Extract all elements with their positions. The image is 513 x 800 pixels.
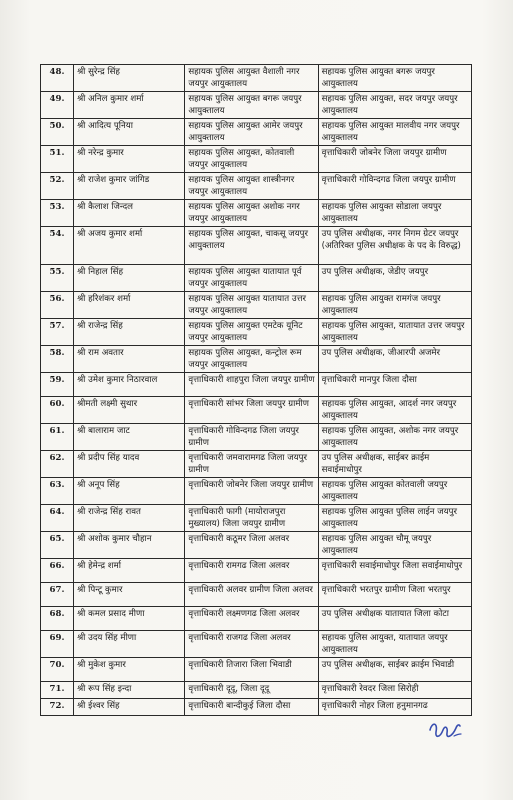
officer-name-cell: श्री मुकेश कुमार [74, 658, 185, 682]
new-posting-cell: वृत्ताधिकारी सवाईमाधोपुर जिला सवाईमाधोपुर [318, 559, 471, 583]
serial-number-cell: 60. [41, 397, 74, 424]
officer-name-cell: श्री राम अवतार [74, 346, 185, 373]
new-posting-cell: वृत्ताधिकारी गोविन्दगढ जिला जयपुर ग्रामीण [318, 173, 471, 200]
table-row [41, 173, 472, 200]
serial-number-cell: 55. [41, 265, 74, 292]
table-row [41, 227, 472, 265]
current-posting-cell: वृत्ताधिकारी बान्दीकुई जिला दौसा [185, 699, 318, 716]
serial-number-cell: 67. [41, 583, 74, 607]
officer-name-cell: श्री राजेन्द्र सिंह रावत [74, 505, 185, 532]
current-posting-cell: वृत्ताधिकारी फागी (मायोराजपुरा मुख्यालय) जिला जयपुर ग्रामीण [185, 505, 318, 532]
table-row [41, 346, 472, 373]
new-posting-cell: उप पुलिस अधीक्षक, साईबर क्राईम सवाईमाधोपुर [318, 451, 471, 478]
table-row [41, 682, 472, 699]
current-posting-cell: वृत्ताधिकारी लक्ष्मणगढ जिला अलवर [185, 607, 318, 631]
officer-name-cell: श्री राजेश कुमार जांगिड [74, 173, 185, 200]
serial-number-cell: 54. [41, 227, 74, 265]
current-posting-cell: सहायक पुलिस आयुक्त अशोक नगर जयपुर आयुक्तालय [185, 200, 318, 227]
current-posting-cell: सहायक पुलिस आयुक्त वैशाली नगर जयपुर आयुक्तालय [185, 65, 318, 92]
new-posting-cell: उप पुलिस अधीक्षक, जीआरपी अजमेर [318, 346, 471, 373]
new-posting-cell: सहायक पुलिस आयुक्त, यातायात उत्तर जयपुर आयुक्तालय [318, 319, 471, 346]
serial-number-cell: 68. [41, 607, 74, 631]
serial-number-cell: 52. [41, 173, 74, 200]
serial-number-cell: 49. [41, 92, 74, 119]
officer-name-cell: श्री उमेश कुमार निठारवाल [74, 373, 185, 397]
table-row [41, 92, 472, 119]
new-posting-cell: उप पुलिस अधीक्षक, नगर निगम ग्रेटर जयपुर (अतिरिक्त पुलिस अधीक्षक के पद के विरुद्ध) [318, 227, 471, 265]
new-posting-cell: सहायक पुलिस आयुक्त सोडाला जयपुर आयुक्तालय [318, 200, 471, 227]
table-row [41, 699, 472, 716]
serial-number-cell: 69. [41, 631, 74, 658]
officer-name-cell: श्री पिन्टू कुमार [74, 583, 185, 607]
serial-number-cell: 61. [41, 424, 74, 451]
current-posting-cell: सहायक पुलिस आयुक्त यातायात उत्तर जयपुर आयुक्तालय [185, 292, 318, 319]
serial-number-cell: 51. [41, 146, 74, 173]
officer-name-cell: श्री आदित्य पूनिया [74, 119, 185, 146]
officer-name-cell: श्री उदय सिंह मीणा [74, 631, 185, 658]
table-row [41, 373, 472, 397]
current-posting-cell: सहायक पुलिस आयुक्त शास्त्रीनगर जयपुर आयुक्तालय [185, 173, 318, 200]
officer-name-cell: श्री कमल प्रसाद मीणा [74, 607, 185, 631]
table-row [41, 583, 472, 607]
officer-name-cell: श्री अजय कुमार शर्मा [74, 227, 185, 265]
new-posting-cell: सहायक पुलिस आयुक्त, सदर जयपुर जयपुर आयुक्तालय [318, 92, 471, 119]
current-posting-cell: सहायक पुलिस आयुक्त एमटेक यूनिट जयपुर आयुक्तालय [185, 319, 318, 346]
serial-number-cell: 63. [41, 478, 74, 505]
new-posting-cell: सहायक पुलिस आयुक्त चौमू जयपुर आयुक्तालय [318, 532, 471, 559]
serial-number-cell: 71. [41, 682, 74, 699]
current-posting-cell: वृत्ताधिकारी गोविन्दगढ जिला जयपुर ग्रामीण [185, 424, 318, 451]
new-posting-cell: सहायक पुलिस आयुक्त पुलिस लाईन जयपुर आयुक्तालय [318, 505, 471, 532]
officer-name-cell: श्री रूप सिंह इन्दा [74, 682, 185, 699]
serial-number-cell: 59. [41, 373, 74, 397]
serial-number-cell: 65. [41, 532, 74, 559]
table-row [41, 559, 472, 583]
current-posting-cell: सहायक पुलिस आयुक्त, कन्ट्रोल रूम जयपुर आयुक्तालय [185, 346, 318, 373]
officer-name-cell: श्री बालाराम जाट [74, 424, 185, 451]
current-posting-cell: वृत्ताधिकारी जोबनेर जिला जयपुर ग्रामीण [185, 478, 318, 505]
officer-name-cell: श्री अनिल कुमार शर्मा [74, 92, 185, 119]
officer-name-cell: श्रीमती लक्ष्मी सुथार [74, 397, 185, 424]
table-row [41, 451, 472, 478]
table-row [41, 607, 472, 631]
table-row [41, 319, 472, 346]
current-posting-cell: वृत्ताधिकारी शाहपुरा जिला जयपुर ग्रामीण [185, 373, 318, 397]
officer-name-cell: श्री अनूप सिंह [74, 478, 185, 505]
table-row [41, 658, 472, 682]
officer-name-cell: श्री ईश्वर सिंह [74, 699, 185, 716]
new-posting-cell: उप पुलिस अधीक्षक, साईबर क्राईम भिवाडी [318, 658, 471, 682]
table-row [41, 65, 472, 92]
serial-number-cell: 53. [41, 200, 74, 227]
signature-icon [424, 716, 464, 746]
current-posting-cell: सहायक पुलिस आयुक्त यातायात पूर्व जयपुर आयुक्तालय [185, 265, 318, 292]
officer-name-cell: श्री सुरेन्द्र सिंह [74, 65, 185, 92]
table-row [41, 397, 472, 424]
table-row [41, 146, 472, 173]
serial-number-cell: 56. [41, 292, 74, 319]
officer-name-cell: श्री हरिशंकर शर्मा [74, 292, 185, 319]
new-posting-cell: वृत्ताधिकारी रेवदर जिला सिरोही [318, 682, 471, 699]
serial-number-cell: 58. [41, 346, 74, 373]
serial-number-cell: 48. [41, 65, 74, 92]
new-posting-cell: वृत्ताधिकारी भरतपुर ग्रामीण जिला भरतपुर [318, 583, 471, 607]
new-posting-cell: सहायक पुलिस आयुक्त, अशोक नगर जयपुर आयुक्तालय [318, 424, 471, 451]
serial-number-cell: 66. [41, 559, 74, 583]
new-posting-cell: सहायक पुलिस आयुक्त रामगंज जयपुर आयुक्तालय [318, 292, 471, 319]
new-posting-cell: सहायक पुलिस आयुक्त, यातायात जयपुर आयुक्तालय [318, 631, 471, 658]
current-posting-cell: वृत्ताधिकारी जमवारामगढ जिला जयपुर ग्रामीण [185, 451, 318, 478]
new-posting-cell: सहायक पुलिस आयुक्त कोतवाली जयपुर आयुक्तालय [318, 478, 471, 505]
new-posting-cell: उप पुलिस अधीक्षक, जेडीए जयपुर [318, 265, 471, 292]
table-row [41, 532, 472, 559]
serial-number-cell: 70. [41, 658, 74, 682]
current-posting-cell: सहायक पुलिस आयुक्त, चाकसू जयपुर आयुक्तालय [185, 227, 318, 265]
serial-number-cell: 57. [41, 319, 74, 346]
new-posting-cell: उप पुलिस अधीक्षक यातायात जिला कोटा [318, 607, 471, 631]
new-posting-cell: वृत्ताधिकारी जोबनेर जिला जयपुर ग्रामीण [318, 146, 471, 173]
new-posting-cell: वृत्ताधिकारी नोहर जिला हनुमानगढ [318, 699, 471, 716]
transfer-table [40, 64, 472, 716]
current-posting-cell: वृत्ताधिकारी कठूमर जिला अलवर [185, 532, 318, 559]
officer-name-cell: श्री नरेन्द्र कुमार [74, 146, 185, 173]
officer-name-cell: श्री हेमेन्द्र शर्मा [74, 559, 185, 583]
table-row [41, 119, 472, 146]
table-row [41, 505, 472, 532]
current-posting-cell: वृत्ताधिकारी तिजारा जिला भिवाडी [185, 658, 318, 682]
table-row [41, 631, 472, 658]
current-posting-cell: वृत्ताधिकारी दूदू, जिला दूदू [185, 682, 318, 699]
current-posting-cell: वृत्ताधिकारी सांभर जिला जयपुर ग्रामीण [185, 397, 318, 424]
officer-name-cell: श्री कैलाश जिन्दल [74, 200, 185, 227]
current-posting-cell: वृत्ताधिकारी अलवर ग्रामीण जिला अलवर [185, 583, 318, 607]
table-row [41, 478, 472, 505]
serial-number-cell: 62. [41, 451, 74, 478]
new-posting-cell: सहायक पुलिस आयुक्त, आदर्श नगर जयपुर आयुक्तालय [318, 397, 471, 424]
new-posting-cell: वृत्ताधिकारी मानपुर जिला दौसा [318, 373, 471, 397]
current-posting-cell: सहायक पुलिस आयुक्त बगरू जयपुर आयुक्तालय [185, 92, 318, 119]
new-posting-cell: सहायक पुलिस आयुक्त मालवीय नगर जयपुर आयुक्तालय [318, 119, 471, 146]
serial-number-cell: 50. [41, 119, 74, 146]
table-row [41, 424, 472, 451]
table-row [41, 265, 472, 292]
table-row [41, 200, 472, 227]
serial-number-cell: 64. [41, 505, 74, 532]
current-posting-cell: सहायक पुलिस आयुक्त, कोतवाली जयपुर आयुक्तालय [185, 146, 318, 173]
officer-name-cell: श्री निहाल सिंह [74, 265, 185, 292]
current-posting-cell: वृत्ताधिकारी राजगढ जिला अलवर [185, 631, 318, 658]
new-posting-cell: सहायक पुलिस आयुक्त बगरू जयपुर आयुक्तालय [318, 65, 471, 92]
serial-number-cell: 72. [41, 699, 74, 716]
current-posting-cell: वृत्ताधिकारी रामगढ जिला अलवर [185, 559, 318, 583]
transfer-table-body [41, 65, 472, 716]
officer-name-cell: श्री अशोक कुमार चौहान [74, 532, 185, 559]
officer-name-cell: श्री प्रदीप सिंह यादव [74, 451, 185, 478]
current-posting-cell: सहायक पुलिस आयुक्त आमेर जयपुर आयुक्तालय [185, 119, 318, 146]
officer-name-cell: श्री राजेन्द्र सिंह [74, 319, 185, 346]
table-row [41, 292, 472, 319]
